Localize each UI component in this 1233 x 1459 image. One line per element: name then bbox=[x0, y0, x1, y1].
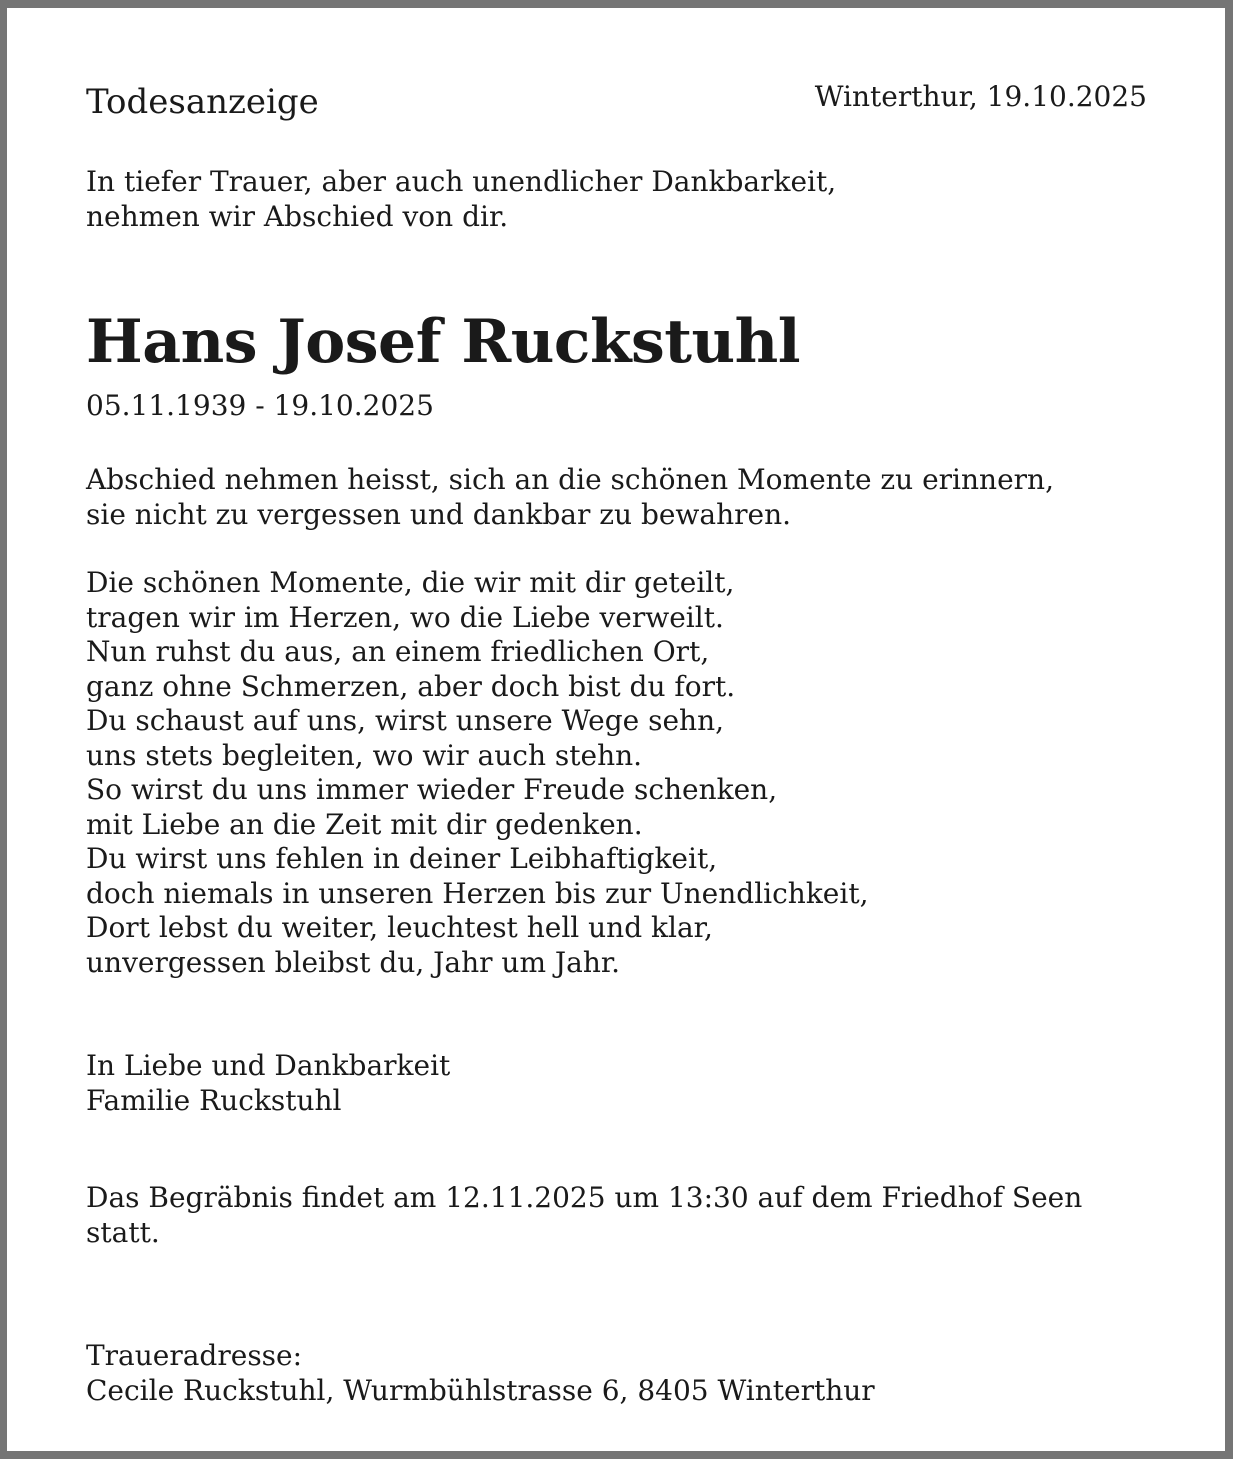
document-title: Todesanzeige bbox=[86, 82, 319, 122]
funeral-info bbox=[86, 1181, 1082, 1250]
intro-line: In tiefer Trauer, aber auch unendlicher Dankbarkeit, bbox=[86, 165, 837, 198]
mourning-address bbox=[86, 1339, 875, 1408]
life-dates: 05.11.1939 - 19.10.2025 bbox=[86, 389, 434, 422]
poem-line: mit Liebe an die Zeit mit dir gedenken. bbox=[86, 807, 643, 841]
deceased-name: Hans Josef Ruckstuhl bbox=[86, 307, 801, 377]
poem-line: Nun ruhst du aus, an einem friedlichen Ort, bbox=[86, 635, 710, 668]
poem-line: Du schaust auf uns, wirst unsere Wege sehn, bbox=[86, 704, 724, 737]
address-label: Traueradresse: bbox=[86, 1339, 303, 1372]
poem-line: unvergessen bleibst du, Jahr um Jahr. bbox=[86, 945, 621, 979]
poem-line: Du wirst uns fehlen in deiner Leibhaftigkeit, bbox=[86, 842, 718, 875]
funeral-line: Das Begräbnis findet am 12.11.2025 um 13:30 auf dem Friedhof Seen bbox=[86, 1181, 1083, 1214]
signature-line: In Liebe und Dankbarkeit bbox=[86, 1049, 451, 1082]
poem-line: uns stets begleiten, wo wir auch stehn. bbox=[86, 738, 643, 772]
signature-line: Familie Ruckstuhl bbox=[86, 1083, 342, 1117]
obituary-page bbox=[7, 8, 1225, 1451]
address-line: Cecile Ruckstuhl, Wurmbühlstrasse 6, 8405 Winterthur bbox=[86, 1373, 875, 1407]
intro-line: nehmen wir Abschied von dir. bbox=[86, 199, 509, 233]
paragraph-line: Abschied nehmen heisst, sich an die schönen Momente zu erinnern, bbox=[86, 463, 1054, 496]
poem-line: Die schönen Momente, die wir mit dir geteilt, bbox=[86, 566, 735, 599]
poem-line: doch niemals in unseren Herzen bis zur Unendlichkeit, bbox=[86, 876, 869, 910]
poem-line: Dort lebst du weiter, leuchtest hell und klar, bbox=[86, 911, 713, 944]
intro-text bbox=[86, 165, 836, 234]
poem-line: ganz ohne Schmerzen, aber doch bist du fort. bbox=[86, 669, 736, 703]
funeral-line: statt. bbox=[86, 1215, 160, 1249]
signature bbox=[86, 1049, 450, 1118]
poem-line: tragen wir im Herzen, wo die Liebe verweilt. bbox=[86, 600, 724, 634]
poem bbox=[86, 566, 868, 980]
place-date: Winterthur, 19.10.2025 bbox=[814, 80, 1147, 113]
poem-line: So wirst du uns immer wieder Freude schenken, bbox=[86, 773, 778, 806]
paragraph-line: sie nicht zu vergessen und dankbar zu bewahren. bbox=[86, 497, 792, 531]
farewell-paragraph bbox=[86, 463, 1054, 532]
